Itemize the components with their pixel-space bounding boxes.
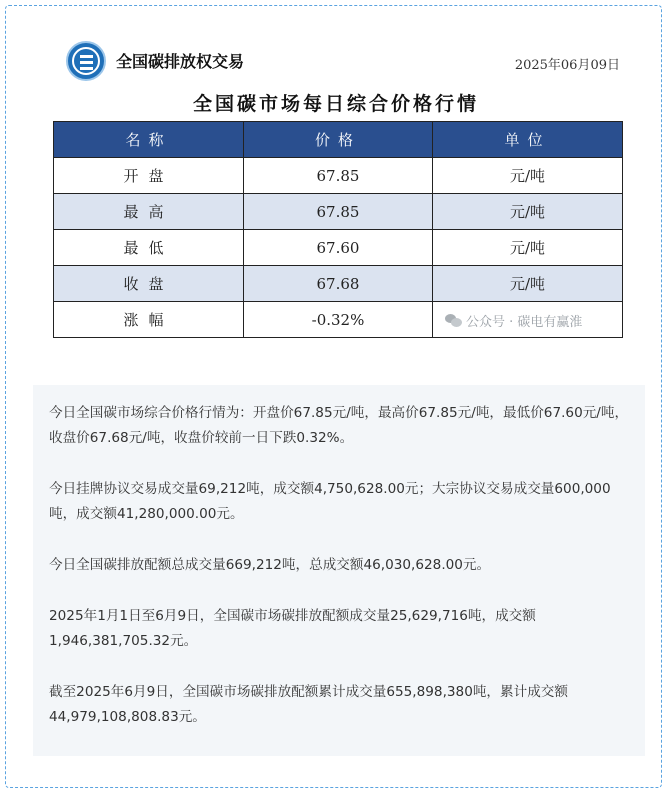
row-name: 最高	[54, 194, 244, 230]
row-price: 67.68	[244, 266, 433, 302]
brand-name: 全国碳排放权交易	[116, 52, 245, 71]
report-date: 2025年06月09日	[514, 58, 620, 73]
column-header-unit: 单位	[433, 122, 623, 158]
table-row	[54, 302, 623, 338]
column-header-price: 价格	[244, 122, 433, 158]
row-price: 67.85	[244, 158, 433, 194]
row-price: 67.85	[244, 194, 433, 230]
row-unit-cell	[433, 302, 623, 338]
table-header-row	[54, 122, 623, 158]
table-title: 全国碳市场每日综合价格行情	[192, 93, 479, 115]
table-row	[54, 230, 623, 266]
table-row	[54, 158, 623, 194]
price-table	[53, 121, 623, 338]
row-name: 开盘	[54, 158, 244, 194]
row-unit: 元/吨	[433, 266, 623, 302]
row-price: -0.32%	[244, 302, 433, 338]
row-name: 涨幅	[54, 302, 244, 338]
summary-paragraph: 今日挂牌协议交易成交量69,212吨，成交额4,750,628.00元；大宗协议交易成交量600,000吨，成交额41,280,000.00元。	[49, 481, 611, 522]
row-name: 收盘	[54, 266, 244, 302]
table-row	[54, 194, 623, 230]
summary-box	[33, 385, 645, 756]
row-unit: 元/吨	[433, 230, 623, 266]
summary-paragraph: 今日全国碳市场综合价格行情为：开盘价67.85元/吨，最高价67.85元/吨，最低价67.60元/吨，收盘价67.68元/吨，收盘价较前一日下跌0.32%。	[49, 405, 629, 446]
table-row	[54, 266, 623, 302]
header	[60, 38, 620, 82]
column-header-name: 名称	[54, 122, 244, 158]
summary-paragraph: 今日全国碳排放配额总成交量669,212吨，总成交额46,030,628.00元。	[49, 557, 491, 573]
row-price: 67.60	[244, 230, 433, 266]
carbon-exchange-logo-icon	[66, 41, 106, 81]
watermark	[445, 311, 582, 330]
row-unit: 元/吨	[433, 158, 623, 194]
row-name: 最低	[54, 230, 244, 266]
wechat-icon	[445, 314, 462, 327]
summary-paragraph: 2025年1月1日至6月9日，全国碳市场碳排放配额成交量25,629,716吨，成交额1,946,381,705.32元。	[49, 608, 536, 649]
row-unit: 元/吨	[433, 194, 623, 230]
watermark-text: 公众号 · 碳电有赢淮	[466, 315, 583, 330]
summary-paragraph: 截至2025年6月9日，全国碳市场碳排放配额累计成交量655,898,380吨，累计成交额44,979,108,808.83元。	[49, 684, 568, 725]
